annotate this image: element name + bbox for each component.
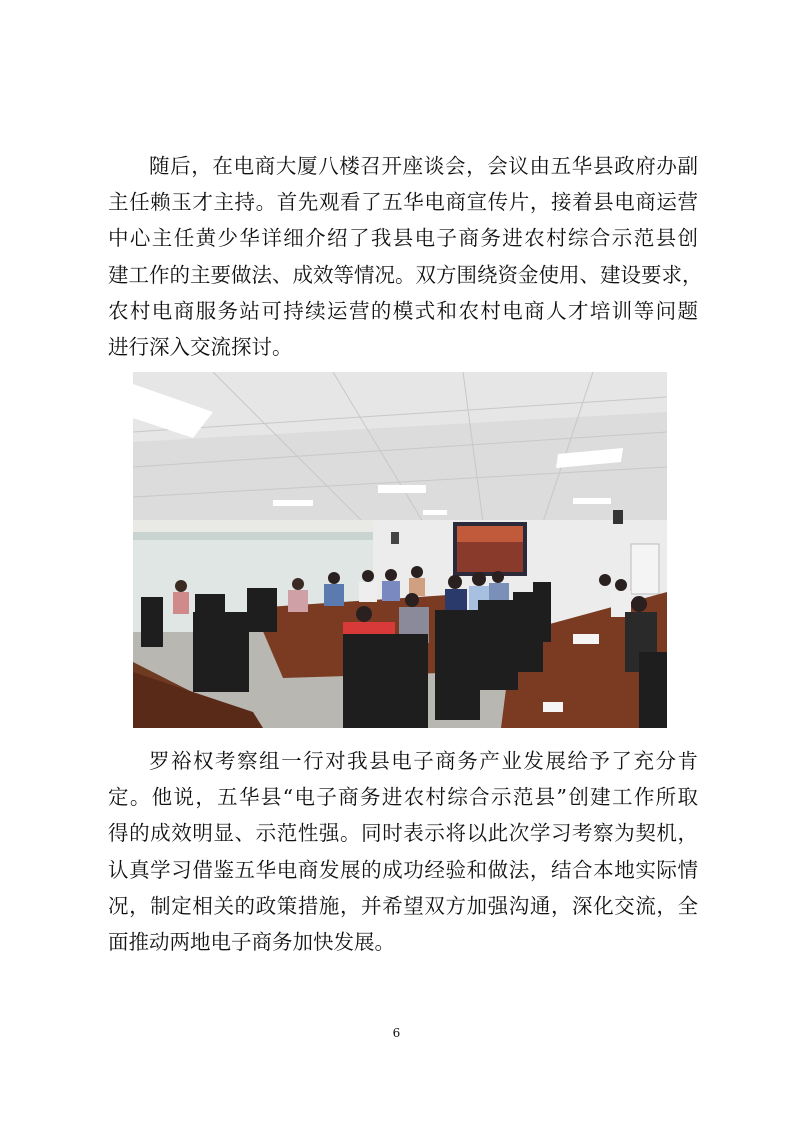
- paragraph-line: 农村电商服务站可持续运营的模式和农村电商人才培训等问题: [108, 298, 698, 323]
- meeting-photo: [133, 372, 667, 728]
- paragraph-line: 主任赖玉才主持。首先观看了五华电商宣传片，接着县电商运营: [108, 190, 698, 215]
- paragraph-line: 随后，在电商大厦八楼召开座谈会，会议由五华县政府办副: [149, 154, 698, 178]
- paragraph-line: 罗裕权考察组一行对我县电子商务产业发展给予了充分肯: [149, 749, 698, 773]
- page-number: 6: [392, 1026, 401, 1040]
- paragraph-2: [108, 743, 698, 960]
- paragraph-line: 进行深入交流探讨。: [108, 334, 293, 359]
- paragraph-line: 认真学习借鉴五华电商发展的成功经验和做法，结合本地实际情: [108, 857, 698, 882]
- paragraph-line: 建工作的主要做法、成效等情况。双方围绕资金使用、建设要求，: [108, 262, 703, 287]
- paragraph-line: 中心主任黄少华详细介绍了我县电子商务进农村综合示范县创: [108, 226, 698, 251]
- paragraph-line: 得的成效明显、示范性强。同时表示将以此次学习考察为契机，: [108, 821, 698, 846]
- paragraph-line: 面推动两地电子商务加快发展。: [108, 929, 395, 954]
- paragraph-line: 定。他说，五华县“电子商务进农村综合示范县”创建工作所取: [108, 785, 698, 810]
- paragraph-line: 况，制定相关的政策措施，并希望双方加强沟通，深化交流，全: [108, 893, 698, 918]
- paragraph-1: [108, 148, 703, 365]
